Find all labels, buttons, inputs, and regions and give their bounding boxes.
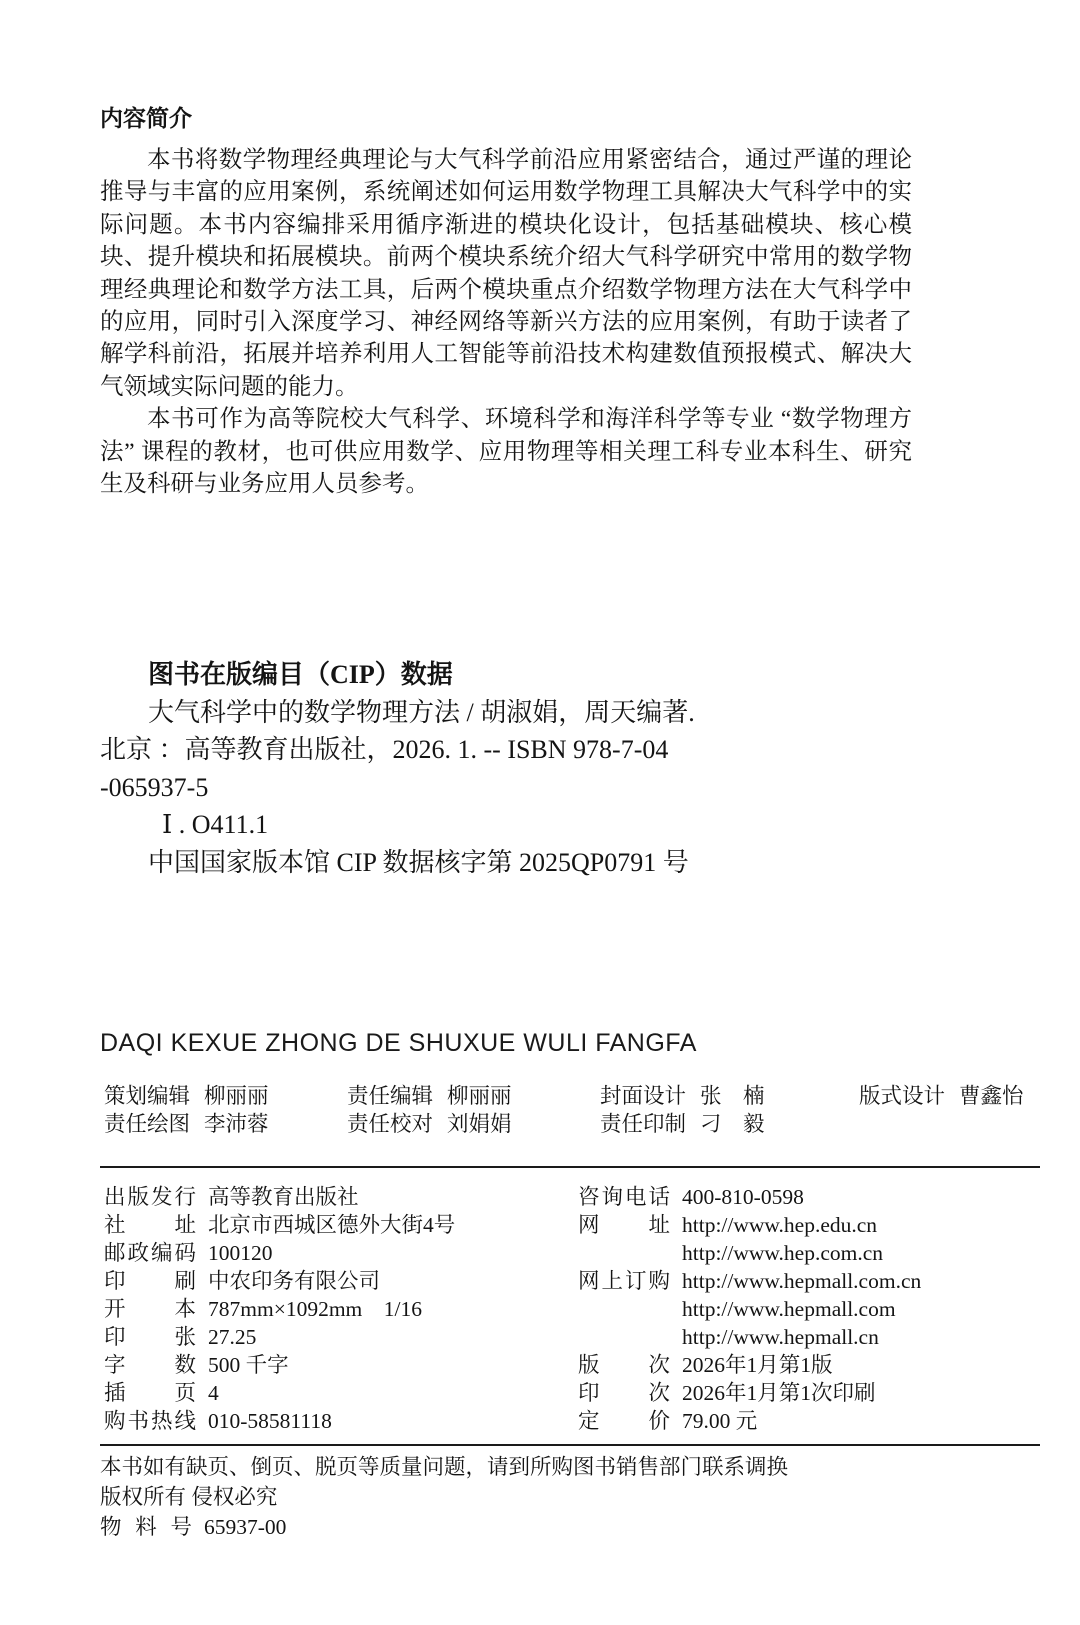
cip-isbn-line: -065937-5 xyxy=(100,772,209,802)
content-summary-heading: 内容简介 xyxy=(100,106,192,131)
row-address xyxy=(104,1211,578,1239)
editorial-credits xyxy=(100,1082,1040,1138)
colophon-value: 高等教育出版社 xyxy=(208,1185,359,1209)
copyright-value: 侵权必究 xyxy=(191,1485,278,1509)
colophon-label: 字数 xyxy=(104,1353,196,1377)
colophon-value: 2026年1月第1次印刷 xyxy=(682,1381,876,1405)
row-inserts xyxy=(104,1379,578,1407)
credit-name: 李沛蓉 xyxy=(204,1112,269,1136)
credit-print-supervisor xyxy=(600,1110,765,1138)
colophon-value: 27.25 xyxy=(208,1325,257,1349)
colophon-label: 印刷 xyxy=(104,1269,196,1293)
credit-label: 责任印制 xyxy=(600,1112,687,1136)
credit-name: 柳丽丽 xyxy=(447,1084,512,1108)
credits-row-2 xyxy=(100,1110,1040,1138)
credit-executive-editor xyxy=(347,1082,512,1110)
colophon-label: 咨询电话 xyxy=(578,1185,670,1209)
credit-layout-design xyxy=(859,1082,1024,1110)
colophon-label: 邮政编码 xyxy=(104,1241,196,1265)
colophon-label: 购书热线 xyxy=(104,1409,196,1433)
credit-name: 张 楠 xyxy=(700,1084,765,1108)
colophon-value: 中农印务有限公司 xyxy=(208,1269,381,1293)
credit-label: 封面设计 xyxy=(600,1084,687,1108)
pinyin-title: DAQI KEXUE ZHONG DE SHUXUE WULI FANGFA xyxy=(100,1029,697,1057)
colophon-label: 开本 xyxy=(104,1297,196,1321)
colophon-value: 010-58581118 xyxy=(208,1409,332,1433)
content-summary-paragraph-2: 本书可作为高等院校大气科学、环境科学和海洋科学等专业 “数学物理方法” 课程的教材，也可供应用数学、应用物理等相关理工科专业本科生、研究生及科研与业务应用人员参考。 xyxy=(100,406,912,498)
row-postcode xyxy=(104,1239,578,1267)
colophon-label: 社址 xyxy=(104,1213,196,1237)
row-online-order xyxy=(578,1267,1040,1295)
colophon-value: http://www.hepmall.com xyxy=(682,1297,896,1321)
cip-publisher-line: 北京 ：高等教育出版社，2026. 1. -- ISBN 978-7-04 xyxy=(100,735,669,765)
row-sheets xyxy=(104,1323,578,1351)
credit-label: 责任校对 xyxy=(347,1112,434,1136)
row-impression xyxy=(578,1379,1040,1407)
colophon-label: 印张 xyxy=(104,1325,196,1349)
row-wordcount xyxy=(104,1351,578,1379)
credit-illustration-editor xyxy=(104,1110,269,1138)
credit-name: 柳丽丽 xyxy=(204,1084,269,1108)
colophon-value: 北京市西城区德外大街4号 xyxy=(208,1213,456,1237)
colophon-label: 网上订购 xyxy=(578,1269,670,1293)
row-phone xyxy=(578,1183,1040,1211)
credit-label: 策划编辑 xyxy=(104,1084,191,1108)
credit-name: 刘娟娟 xyxy=(447,1112,512,1136)
colophon-label: 网址 xyxy=(578,1213,670,1237)
copyright-label: 版权所有 xyxy=(100,1485,187,1509)
colophon-label: 定价 xyxy=(578,1409,670,1433)
colophon-value: 400-810-0598 xyxy=(682,1185,804,1209)
footer-notes xyxy=(100,1452,788,1542)
row-format xyxy=(104,1295,578,1323)
colophon-value: http://www.hepmall.cn xyxy=(682,1325,879,1349)
cip-title-line: 大气科学中的数学物理方法 / 胡淑娟，周天编著. xyxy=(148,697,695,727)
content-summary-paragraph-1: 本书将数学物理经典理论与大气科学前沿应用紧密结合，通过严谨的理论推导与丰富的应用案例，系统阐述如何运用数学物理工具解决大气科学中的实际问题。本书内容编排采用循序渐进的模块化设计，包括基础模块、核心模块、提升模块和拓展模块。前两个模块系统介绍大气科学研究中常用的数学物理经典理论和数学方法工具，后两个模块重点介绍数学物理方法在大气科学中的应用，同时引入深度学习、神经网络等新兴方法的应用案例，有助于读者了解学科前沿，拓展并培养利用人工智能等前沿技术构建数值预报模式、解决大气领域实际问题的能力。 xyxy=(100,147,912,400)
colophon-value: 500 千字 xyxy=(208,1353,289,1377)
credits-row-1 xyxy=(100,1082,1040,1110)
cip-registry-line: 中国国家版本馆 CIP 数据核字第 2025QP0791 号 xyxy=(148,847,689,877)
cip-class-line: Ⅰ . O411.1 xyxy=(162,810,269,840)
colophon-value: 787mm×1092mm 1/16 xyxy=(208,1297,422,1321)
colophon-label: 印次 xyxy=(578,1381,670,1405)
colophon-label: 版次 xyxy=(578,1353,670,1377)
colophon-value: 2026年1月第1版 xyxy=(682,1353,833,1377)
credit-label: 责任绘图 xyxy=(104,1112,191,1136)
colophon-value: http://www.hepmall.com.cn xyxy=(682,1269,922,1293)
colophon-left-column xyxy=(104,1183,578,1435)
credit-name: 曹鑫怡 xyxy=(959,1084,1024,1108)
row-publisher xyxy=(104,1183,578,1211)
row-online-order-3 xyxy=(578,1323,1040,1351)
item-number xyxy=(100,1512,788,1542)
item-number-value: 65937-00 xyxy=(204,1515,287,1539)
colophon-value: http://www.hep.edu.cn xyxy=(682,1213,878,1237)
quality-notice: 本书如有缺页、倒页、脱页等质量问题，请到所购图书销售部门联系调换 xyxy=(100,1455,789,1479)
divider-rule-bottom xyxy=(100,1444,1040,1446)
row-printer xyxy=(104,1267,578,1295)
credit-cover-design xyxy=(600,1082,765,1110)
cip-data-section xyxy=(100,656,1000,882)
row-price xyxy=(578,1407,1040,1435)
row-online-order-2 xyxy=(578,1295,1040,1323)
credit-name: 刁 毅 xyxy=(700,1112,765,1136)
colophon-right-column xyxy=(578,1183,1040,1435)
credit-planning-editor xyxy=(104,1082,269,1110)
colophon-value: 4 xyxy=(208,1381,219,1405)
colophon-table xyxy=(104,1183,1040,1435)
colophon-label: 出版发行 xyxy=(104,1185,196,1209)
colophon-value: 100120 xyxy=(208,1241,273,1265)
cip-heading: 图书在版编目（CIP）数据 xyxy=(148,660,453,689)
copyright-notice xyxy=(100,1482,788,1512)
divider-rule-top xyxy=(100,1166,1040,1168)
row-website xyxy=(578,1211,1040,1239)
colophon-value: 79.00 元 xyxy=(682,1409,758,1433)
colophon-value: http://www.hep.com.cn xyxy=(682,1241,884,1265)
credit-label: 版式设计 xyxy=(859,1084,946,1108)
row-website-2 xyxy=(578,1239,1040,1267)
colophon-label: 插页 xyxy=(104,1381,196,1405)
credit-proofreader xyxy=(347,1110,512,1138)
row-hotline xyxy=(104,1407,578,1435)
content-summary-section xyxy=(100,100,912,500)
row-edition xyxy=(578,1351,1040,1379)
item-number-label: 物料号 xyxy=(100,1515,192,1539)
credit-label: 责任编辑 xyxy=(347,1084,434,1108)
